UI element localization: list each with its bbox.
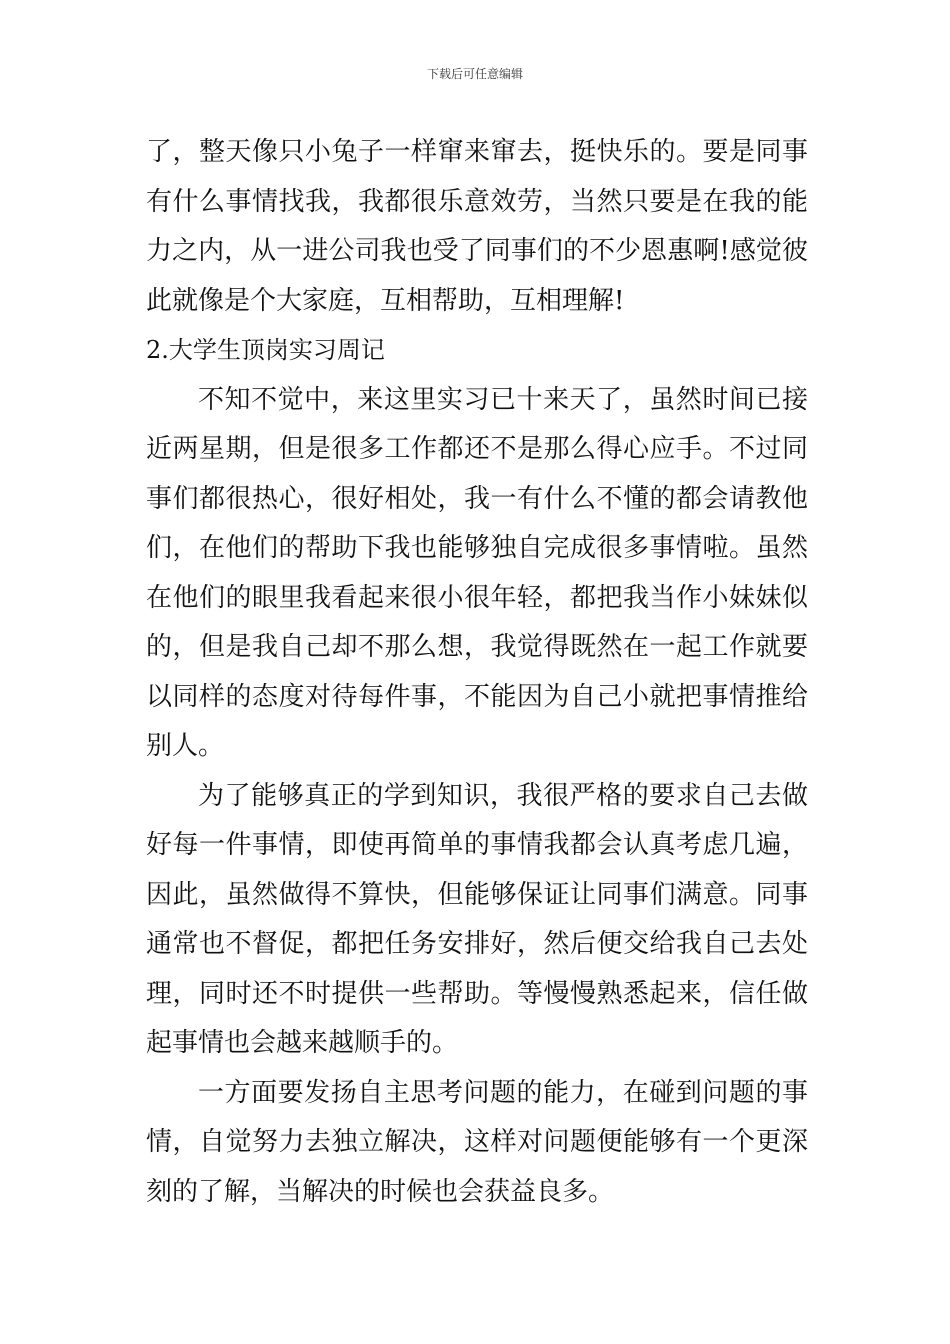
document-body xyxy=(146,128,808,1217)
paragraph-1: 不知不觉中，来这里实习已十来天了，虽然时间已接近两星期，但是很多工作都还不是那么得心应手。不过同事们都很热心，很好相处，我一有什么不懂的都会请教他们，在他们的帮助下我也能够独自完成很多事情啦。虽然在他们的眼里我看起来很小很年轻，都把我当作小妹妹似的，但是我自己却不那么想，我觉得既然在一起工作就要以同样的态度对待每件事，不能因为自己小就把事情推给别人。 xyxy=(146,384,808,761)
paragraph-3: 一方面要发扬自主思考问题的能力，在碰到问题的事情，自觉努力去独立解决，这样对问题便能够有一个更深刻的了解，当解决的时候也会获益良多。 xyxy=(146,1077,808,1207)
paragraph-continued: 了，整天像只小兔子一样窜来窜去，挺快乐的。要是同事有什么事情找我，我都很乐意效劳，当然只要是在我的能力之内，从一进公司我也受了同事们的不少恩惠啊!感觉彼此就像是个大家庭，互相帮助，互相理解! xyxy=(146,137,808,316)
section-heading: 2.大学生顶岗实习周记 xyxy=(146,336,385,364)
paragraph-2: 为了能够真正的学到知识，我很严格的要求自己去做好每一件事情，即使再简单的事情我都会认真考虑几遍，因此，虽然做得不算快，但能够保证让同事们满意。同事通常也不督促，都把任务安排好，然后便交给我自己去处理，同时还不时提供一些帮助。等慢慢熟悉起来，信任做起事情也会越来越顺手的。 xyxy=(146,780,808,1058)
page-header: 下载后可任意编辑 xyxy=(426,67,523,81)
